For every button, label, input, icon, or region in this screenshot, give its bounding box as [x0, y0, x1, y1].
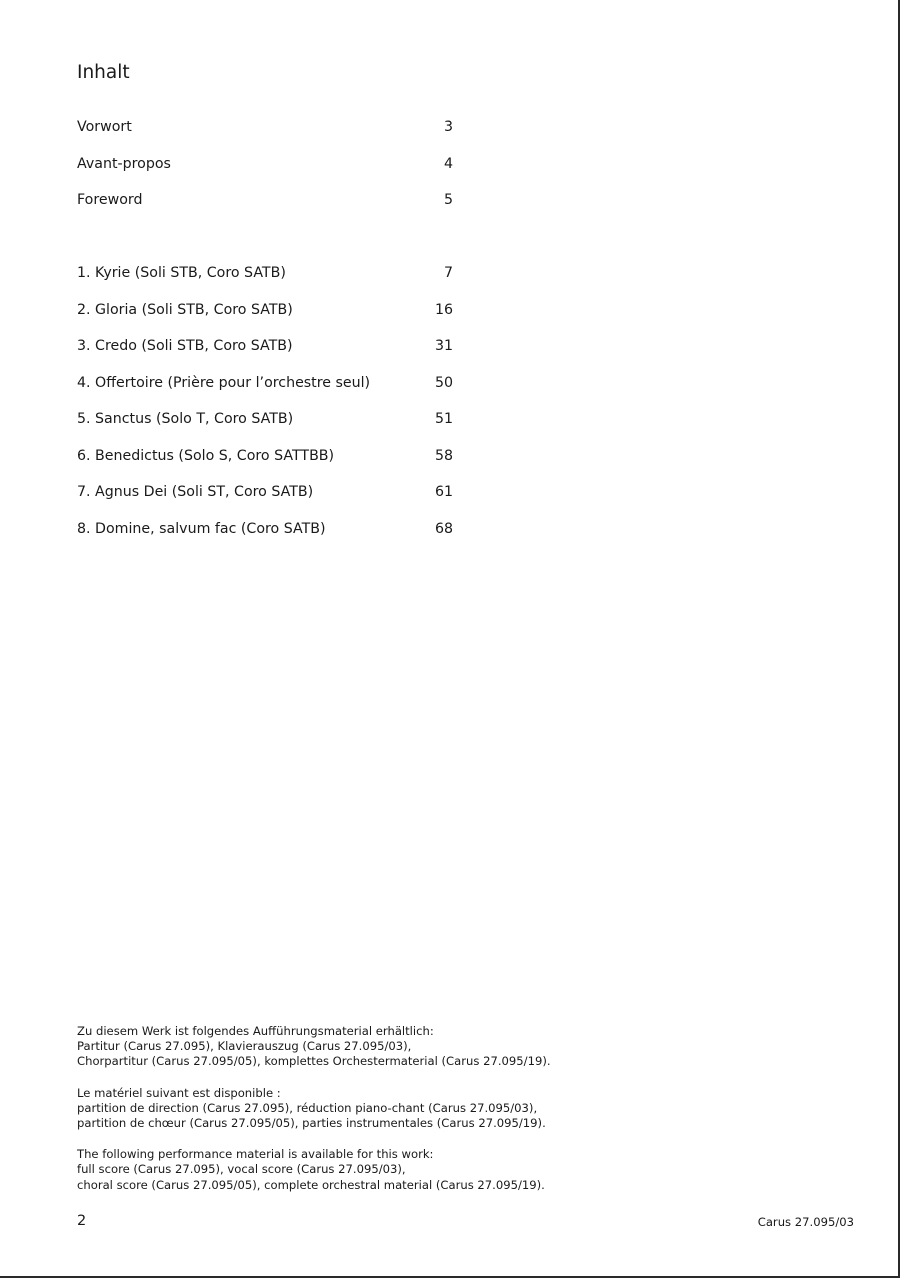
toc-entry-benedictus[interactable]	[77, 447, 453, 484]
toc-entry-label: Vorwort	[77, 119, 132, 135]
toc-entry-page: 68	[434, 520, 453, 537]
toc-entry-label: 1. Kyrie (Soli STB, Coro SATB)	[77, 265, 286, 281]
toc-entry-sanctus[interactable]	[77, 410, 453, 447]
toc-entry-domine-salvum-fac[interactable]	[77, 520, 453, 557]
toc-entry-label: 8. Domine, salvum fac (Coro SATB)	[77, 520, 326, 537]
toc-entry-avant-propos[interactable]	[77, 155, 453, 192]
note-line: full score (Carus 27.095), vocal score (Carus 27.095/03),	[77, 1162, 406, 1177]
toc-entry-label: 2. Gloria (Soli STB, Coro SATB)	[77, 301, 293, 318]
toc-entry-page: 16	[434, 301, 453, 318]
toc-entry-page: 58	[434, 447, 453, 464]
toc-entry-offertoire[interactable]	[77, 374, 453, 411]
toc-entry-page: 51	[434, 411, 453, 427]
toc-entry-label: 7. Agnus Dei (Soli ST, Coro SATB)	[77, 484, 314, 500]
toc-movements	[77, 264, 453, 556]
note-line: choral score (Carus 27.095/05), complete orchestral material (Carus 27.095/19).	[77, 1177, 545, 1192]
performance-material-notes	[77, 1024, 551, 1209]
toc-front-matter	[77, 118, 453, 228]
note-line: Partitur (Carus 27.095), Klavierauszug (Carus 27.095/03),	[77, 1039, 412, 1054]
page-title: Inhalt	[77, 62, 130, 83]
note-line: The following performance material is available for this work:	[77, 1147, 434, 1162]
note-line: partition de direction (Carus 27.095), réduction piano-chant (Carus 27.095/03),	[77, 1100, 538, 1115]
toc-entry-page: 5	[443, 192, 453, 208]
toc-entry-agnus-dei[interactable]	[77, 483, 453, 520]
note-line: Le matériel suivant est disponible :	[77, 1085, 281, 1100]
note-line: partition de chœur (Carus 27.095/05), parties instrumentales (Carus 27.095/19).	[77, 1116, 546, 1131]
toc-entry-label: Foreword	[77, 192, 143, 208]
toc-entry-credo[interactable]	[77, 337, 453, 374]
toc-entry-page: 7	[443, 265, 453, 281]
note-line: Chorpartitur (Carus 27.095/05), komplettes Orchestermaterial (Carus 27.095/19).	[77, 1054, 551, 1069]
toc-entry-gloria[interactable]	[77, 301, 453, 338]
toc-entry-kyrie[interactable]	[77, 264, 453, 301]
toc-entry-page: 31	[434, 338, 453, 354]
toc-entry-vorwort[interactable]	[77, 118, 453, 155]
toc-entry-foreword[interactable]	[77, 191, 453, 228]
note-line: Zu diesem Werk ist folgendes Aufführungsmaterial erhältlich:	[77, 1024, 434, 1038]
toc-entry-label: 6. Benedictus (Solo S, Coro SATTBB)	[77, 447, 335, 464]
catalog-number: Carus 27.095/03	[757, 1215, 854, 1229]
toc-entry-page: 3	[443, 119, 453, 135]
toc-entry-label: 3. Credo (Soli STB, Coro SATB)	[77, 338, 293, 354]
toc-entry-label: Avant-propos	[77, 155, 171, 172]
toc-entry-label: 4. Offertoire (Prière pour l’orchestre seul)	[77, 374, 371, 391]
note-german	[77, 1024, 551, 1070]
toc-entry-page: 4	[443, 155, 453, 172]
toc-entry-page: 50	[434, 374, 453, 391]
toc-entry-page: 61	[434, 484, 453, 500]
note-english	[77, 1147, 551, 1193]
note-french	[77, 1086, 551, 1132]
page-number: 2	[77, 1213, 87, 1229]
toc-entry-label: 5. Sanctus (Solo T, Coro SATB)	[77, 411, 294, 427]
